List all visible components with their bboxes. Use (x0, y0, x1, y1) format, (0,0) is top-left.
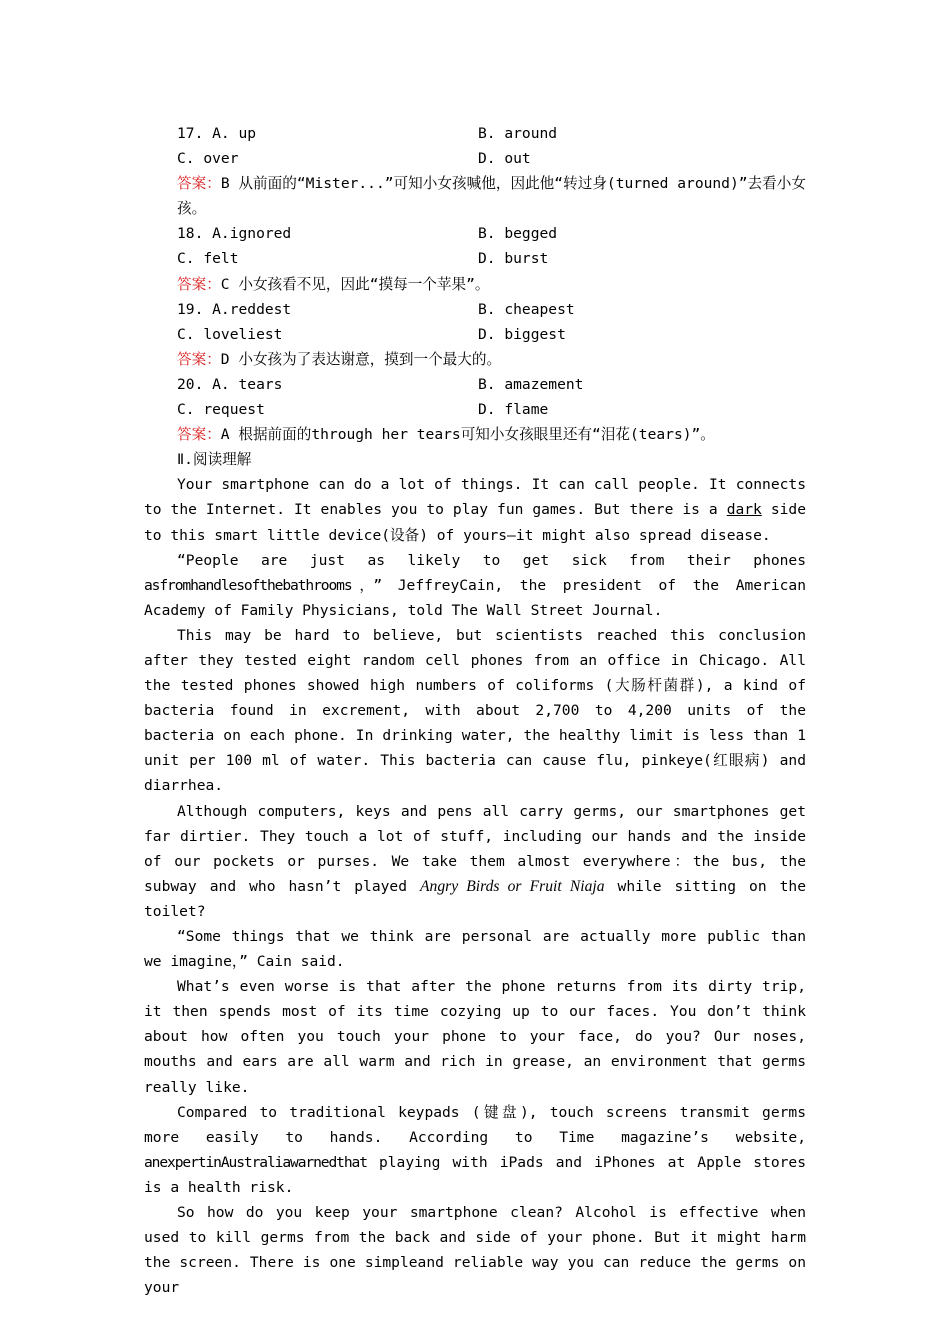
option-c: C. over (177, 150, 239, 168)
answer-text: D 小女孩为了表达谢意，摸到一个最大的。 (220, 350, 502, 368)
answer-label: 答案： (177, 350, 221, 368)
paragraph-text: anexpertinAustraliawarnedthat (144, 1153, 367, 1171)
question-18-row-1 (144, 221, 806, 246)
answer-label: 答案： (177, 275, 221, 293)
option-a: 19. A.reddest (177, 300, 292, 318)
paragraph-text: Your smartphone can do a lot of things. It can call people. It connects to the Internet. It enables you to play fun games. But there is a (144, 476, 806, 519)
paragraph-text: Compared to traditional keypads (键盘), touch screens transmit germs more easily to hands. According to Time magazine’s website, (144, 1103, 806, 1146)
passage-paragraph-2 (144, 548, 806, 623)
paragraph-text: asfromhandlesofthebathrooms，” (144, 576, 382, 594)
italic-title: Angry Birds or Fruit Niaja (420, 877, 605, 895)
passage-paragraph-5: “Some things that we think are personal are actually more public than we imagine，” Cain said. (144, 928, 806, 971)
underlined-word: dark (726, 501, 762, 519)
question-19-row-2 (144, 322, 806, 347)
option-a: 18. A.ignored (177, 225, 292, 243)
passage-paragraph-8: So how do you keep your smartphone clean? Alcohol is effective when used to kill germs from the back and side of your phone. But it might harm the screen. There is one simpleand reliable way you can reduce the germs on your (144, 1204, 806, 1297)
option-c: C. loveliest (177, 325, 283, 343)
paragraph-text: while sitting on the toilet? (144, 877, 807, 920)
option-c: C. request (177, 401, 265, 419)
question-19-row-1 (144, 297, 806, 322)
answer-label: 答案： (177, 175, 221, 193)
option-d: D. burst (478, 250, 549, 268)
answer-label: 答案： (177, 426, 221, 444)
option-d: D. biggest (478, 325, 566, 343)
paragraph-text: JeffreyCain, the president of the American Academy of Family Physicians, told The Wall Street Journal. (144, 576, 806, 619)
option-b: B. around (478, 125, 558, 142)
passage-paragraph-6: What’s even worse is that after the phone returns from its dirty trip, it then spends most of its time cozying up to our faces. You don’t think about how often you touch your phone to your face, do you? Our noses, mouths and ears are all warm and rich in grease, an environment that germs really like. (144, 978, 806, 1096)
option-b: B. begged (478, 225, 558, 243)
paragraph-text: side to this smart little device(设备) of yours—it might also spread disease. (144, 501, 806, 544)
question-17-row-2 (144, 146, 806, 171)
question-17-row-1 (144, 121, 806, 146)
answer-text: A 根据前面的through her tears可知小女孩眼里还有“泪花(tears)”。 (220, 426, 715, 444)
question-20-row-1 (144, 372, 806, 397)
answer-17 (144, 171, 806, 221)
document-page (144, 121, 806, 1300)
answer-19 (144, 347, 806, 372)
option-d: D. flame (478, 401, 549, 419)
option-d: D. out (478, 150, 531, 168)
passage-paragraph-4 (144, 799, 806, 924)
question-18-row-2 (144, 246, 806, 271)
answer-text: C 小女孩看不见，因此“摸每一个苹果”。 (220, 275, 490, 293)
option-b: B. amazement (478, 375, 584, 393)
option-c: C. felt (177, 250, 239, 268)
passage-paragraph-7 (144, 1100, 806, 1200)
paragraph-text: playing with iPads and iPhones at Apple stores is a health risk. (144, 1153, 806, 1196)
passage-paragraph-3: This may be hard to believe, but scientists reached this conclusion after they tested eight random cell phones from an office in Chicago. All the tested phones showed high numbers of coliforms (大肠杆菌群), a kind of bacteria found in excrement, with about 2,700 to 4,200 units of the bacteria on each phone. In drinking water, the healthy limit is less than 1 unit per 100 ml of water. This bacteria can cause flu, pinkeye(红眼病) and diarrhea. (144, 626, 806, 795)
option-a: 17. A. up (177, 125, 257, 142)
passage-paragraph-1 (144, 472, 806, 547)
paragraph-text: Although computers, keys and pens all carry germs, our smartphones get far dirtier. They touch a lot of stuff, including our hands and the inside of our pockets or purses. We take them almost everywhere：the bus, the subway and who hasn’t played (144, 802, 806, 895)
paragraph-text: “People are just as likely to get sick from their phones (177, 551, 806, 569)
answer-18 (144, 272, 806, 297)
option-a: 20. A. tears (177, 375, 283, 393)
answer-20 (144, 422, 806, 447)
answer-text: B 从前面的“Mister...”可知小女孩喊他，因此他“转过身(turned around)”去看小女孩。 (177, 175, 806, 218)
question-20-row-2 (144, 397, 806, 422)
section-title: Ⅱ.阅读理解 (177, 451, 252, 469)
option-b: B. cheapest (478, 300, 575, 318)
